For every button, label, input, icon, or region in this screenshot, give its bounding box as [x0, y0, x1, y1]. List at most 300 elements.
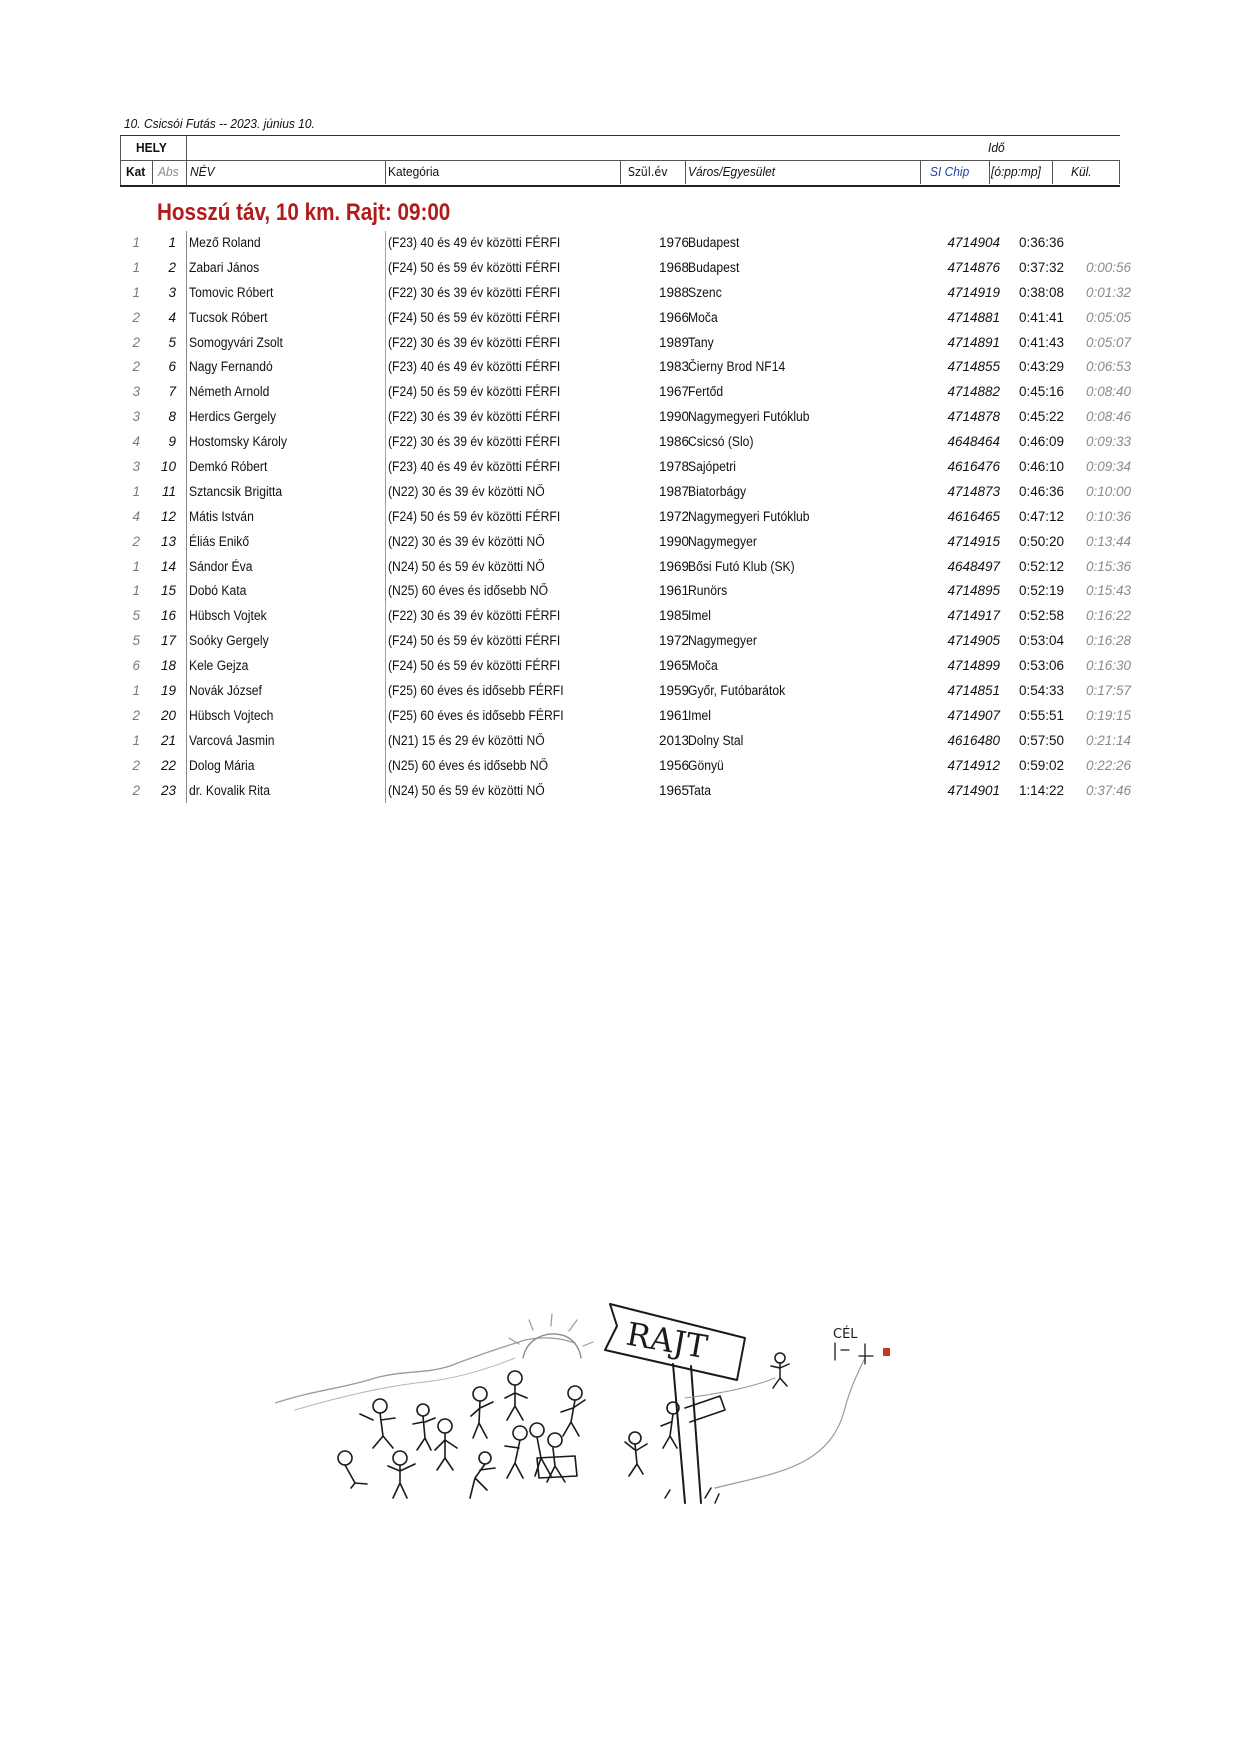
finish-time: 0:46:09 [1018, 434, 1064, 450]
header-border-name [385, 160, 386, 184]
city-club: Dolny Stal [688, 732, 744, 748]
finish-time: 0:45:16 [1018, 384, 1064, 400]
finish-time: 0:54:33 [1018, 683, 1064, 699]
birth-year: 1987 [658, 483, 689, 499]
time-difference: 0:06:53 [1085, 359, 1131, 375]
time-difference: 0:17:57 [1085, 683, 1131, 699]
category-separator [385, 530, 386, 555]
category-separator [385, 604, 386, 629]
finish-time: 0:36:36 [1018, 235, 1064, 250]
si-chip-number: 4648464 [947, 434, 1000, 450]
column-separator [186, 480, 187, 505]
column-separator [186, 355, 187, 380]
category-separator [385, 380, 386, 405]
city-club: Imel [688, 707, 711, 723]
header-border-chip [989, 160, 990, 184]
si-chip-number: 4714912 [947, 757, 1000, 773]
runner-category: (N24) 50 és 59 év közötti NŐ [388, 558, 545, 574]
place-in-category: 2 [132, 757, 140, 773]
column-separator [186, 754, 187, 779]
table-row [120, 281, 1131, 306]
birth-year: 1988 [658, 284, 689, 300]
table-row [120, 729, 1131, 754]
category-separator [385, 729, 386, 754]
category-separator [385, 654, 386, 679]
runner-category: (F22) 30 és 39 év közötti FÉRFI [388, 334, 561, 350]
finish-figures [835, 1343, 873, 1364]
overall-place: 6 [168, 359, 176, 375]
header-border-left [120, 136, 121, 185]
column-separator [186, 380, 187, 405]
overall-place: 21 [160, 732, 176, 748]
birth-year: 1989 [658, 334, 689, 350]
header-border-right [1119, 160, 1120, 184]
runner-name: Herdics Gergely [189, 409, 277, 425]
si-chip-number: 4714904 [947, 235, 1000, 250]
overall-place: 10 [160, 459, 176, 475]
runner-name: Éliás Enikő [189, 533, 250, 549]
finish-time: 0:45:22 [1018, 409, 1064, 425]
table-row [120, 480, 1131, 505]
table-row [120, 331, 1131, 356]
overall-place: 3 [168, 284, 176, 300]
birth-year: 1961 [658, 583, 689, 599]
column-separator [186, 505, 187, 530]
column-separator [186, 555, 187, 580]
signpost-text: RAJT [623, 1314, 711, 1367]
overall-place: 13 [160, 533, 176, 549]
table-row [120, 629, 1131, 654]
place-in-category: 5 [132, 608, 140, 624]
city-club: Imel [688, 608, 711, 624]
birth-year: 1990 [658, 409, 689, 425]
hills-line-2 [295, 1358, 515, 1410]
finish-time: 0:50:20 [1018, 533, 1064, 549]
finish-time: 0:52:58 [1018, 608, 1064, 624]
column-separator [186, 256, 187, 281]
city-club: Csicsó (Slo) [688, 434, 754, 450]
birth-year: 1990 [658, 533, 689, 549]
overall-place: 20 [160, 707, 176, 723]
header-border-hely [186, 136, 187, 185]
birth-year: 1969 [658, 558, 689, 574]
runner-category: (F24) 50 és 59 év közötti FÉRFI [388, 309, 561, 325]
header-idoformat: [ó:pp:mp] [991, 164, 1041, 179]
birth-year: 1965 [658, 658, 689, 674]
header-border-city [920, 160, 921, 184]
place-in-category: 2 [132, 334, 140, 350]
birth-year: 1976 [658, 235, 689, 250]
time-difference: 0:09:34 [1085, 459, 1131, 475]
place-in-category: 1 [132, 235, 140, 250]
runner-name: Hostomsky Károly [189, 434, 287, 450]
birth-year: 1972 [658, 508, 689, 524]
column-separator [186, 430, 187, 455]
column-separator [186, 579, 187, 604]
finish-time: 0:46:36 [1018, 483, 1064, 499]
si-chip-number: 4714882 [947, 384, 1000, 400]
place-in-category: 5 [132, 633, 140, 649]
city-club: Sajópetri [688, 459, 736, 475]
place-in-category: 3 [132, 459, 140, 475]
overall-place: 19 [160, 683, 176, 699]
runner-category: (F22) 30 és 39 év közötti FÉRFI [388, 434, 561, 450]
si-chip-number: 4714876 [947, 259, 1000, 275]
time-difference: 0:05:05 [1085, 309, 1131, 325]
city-club: Moča [688, 309, 718, 325]
crowd-figures [338, 1371, 679, 1498]
header-nev: NÉV [190, 164, 215, 179]
finish-time: 0:43:29 [1018, 359, 1064, 375]
runner-name: Soóky Gergely [189, 633, 269, 649]
place-in-category: 1 [132, 259, 140, 275]
city-club: Győr, Futóbarátok [688, 683, 786, 699]
time-difference: 0:10:36 [1085, 508, 1131, 524]
event-caption: 10. Csicsói Futás -- 2023. június 10. [124, 116, 315, 131]
header-kul: Kül. [1071, 164, 1092, 179]
runner-category: (F23) 40 és 49 év közötti FÉRFI [388, 359, 561, 375]
place-in-category: 1 [132, 683, 140, 699]
time-difference: 0:10:00 [1085, 483, 1131, 499]
runner-name: Hübsch Vojtech [189, 707, 274, 723]
flag-icon [883, 1348, 890, 1356]
overall-place: 1 [168, 235, 176, 250]
runner-name: Dobó Kata [189, 583, 247, 599]
finish-time: 0:41:41 [1018, 309, 1064, 325]
finish-time: 0:59:02 [1018, 757, 1064, 773]
city-club: Biatorbágy [688, 483, 747, 499]
category-separator [385, 306, 386, 331]
si-chip-number: 4714917 [947, 608, 1000, 624]
column-separator [186, 629, 187, 654]
runner-name: Dolog Mária [189, 757, 255, 773]
birth-year: 1985 [658, 608, 689, 624]
runner-category: (N25) 60 éves és idősebb NŐ [388, 583, 549, 599]
birth-year: 1967 [658, 384, 689, 400]
results-table-header [120, 135, 1120, 187]
category-separator [385, 505, 386, 530]
runner-category: (F24) 50 és 59 év közötti FÉRFI [388, 508, 561, 524]
place-in-category: 4 [132, 434, 140, 450]
si-chip-number: 4616480 [947, 732, 1000, 748]
header-border-year [685, 160, 686, 184]
birth-year: 1961 [658, 707, 689, 723]
table-row [120, 704, 1131, 729]
runner-category: (F22) 30 és 39 év közötti FÉRFI [388, 284, 561, 300]
time-difference: 0:37:46 [1085, 782, 1131, 798]
table-row [120, 405, 1131, 430]
overall-place: 5 [168, 334, 176, 350]
place-in-category: 1 [132, 732, 140, 748]
runner-category: (N25) 60 éves és idősebb NŐ [388, 757, 549, 773]
category-separator [385, 231, 386, 256]
overall-place: 14 [160, 558, 176, 574]
finish-time: 0:38:08 [1018, 284, 1064, 300]
runner-name: Varcová Jasmin [189, 732, 275, 748]
si-chip-number: 4714855 [947, 359, 1000, 375]
time-difference: 0:19:15 [1085, 707, 1131, 723]
city-club: Gönyü [688, 757, 724, 773]
birth-year: 1966 [658, 309, 689, 325]
category-separator [385, 679, 386, 704]
time-difference: 0:16:22 [1085, 608, 1131, 624]
section-title: Hosszú táv, 10 km. Rajt: 09:00 [157, 199, 451, 226]
city-club: Tany [688, 334, 714, 350]
overall-place: 7 [168, 384, 176, 400]
overall-place: 23 [160, 782, 176, 798]
birth-year: 1965 [658, 782, 689, 798]
time-difference: 0:21:14 [1085, 732, 1131, 748]
table-row [120, 306, 1131, 331]
header-sichip: SI Chip [930, 164, 970, 179]
category-separator [385, 754, 386, 779]
signpost-arm [685, 1396, 725, 1422]
birth-year: 1968 [658, 259, 689, 275]
header-varos: Város/Egyesület [688, 164, 776, 179]
city-club: Fertőd [688, 384, 724, 400]
si-chip-number: 4616476 [947, 459, 1000, 475]
category-separator [385, 579, 386, 604]
finish-time: 0:57:50 [1018, 732, 1064, 748]
category-separator [385, 480, 386, 505]
si-chip-number: 4714895 [947, 583, 1000, 599]
table-row [120, 355, 1131, 380]
place-in-category: 2 [132, 359, 140, 375]
finish-time: 0:53:04 [1018, 633, 1064, 649]
time-difference: 0:15:36 [1085, 558, 1131, 574]
column-separator [186, 405, 187, 430]
finish-time: 0:52:12 [1018, 558, 1064, 574]
runner-name: Somogyvári Zsolt [189, 334, 283, 350]
table-row [120, 654, 1131, 679]
city-club: Nagymegyeri Futóklub [688, 409, 810, 425]
results-list [120, 231, 1131, 803]
overall-place: 9 [168, 434, 176, 450]
place-in-category: 2 [132, 707, 140, 723]
header-abs: Abs [158, 164, 179, 179]
birth-year: 1978 [658, 459, 689, 475]
runner-name: Mező Roland [189, 235, 261, 250]
place-in-category: 2 [132, 533, 140, 549]
column-separator [186, 455, 187, 480]
si-chip-number: 4616465 [947, 508, 1000, 524]
si-chip-number: 4714851 [947, 683, 1000, 699]
si-chip-number: 4648497 [947, 558, 1000, 574]
runner-category: (F24) 50 és 59 év közötti FÉRFI [388, 633, 561, 649]
overall-place: 17 [160, 633, 176, 649]
birth-year: 1983 [658, 359, 689, 375]
table-row [120, 555, 1131, 580]
si-chip-number: 4714901 [947, 782, 1000, 798]
category-separator [385, 629, 386, 654]
time-difference: 0:08:46 [1085, 409, 1131, 425]
city-club: Nagymegyer [688, 633, 757, 649]
birth-year: 1986 [658, 434, 689, 450]
finish-time: 1:14:22 [1018, 782, 1064, 798]
runner-name: Németh Arnold [189, 384, 270, 400]
category-separator [385, 281, 386, 306]
place-in-category: 4 [132, 508, 140, 524]
category-separator [385, 355, 386, 380]
runner-category: (N24) 50 és 59 év közötti NŐ [388, 782, 545, 798]
start-line-illustration [275, 1298, 910, 1530]
runner-category: (F23) 40 és 49 év közötti FÉRFI [388, 459, 561, 475]
si-chip-number: 4714919 [947, 284, 1000, 300]
table-row [120, 754, 1131, 779]
column-separator [186, 530, 187, 555]
place-in-category: 1 [132, 558, 140, 574]
overall-place: 18 [160, 658, 176, 674]
runner-name: dr. Kovalik Rita [189, 782, 271, 798]
column-separator [186, 604, 187, 629]
si-chip-number: 4714915 [947, 533, 1000, 549]
place-in-category: 3 [132, 384, 140, 400]
overall-place: 15 [160, 583, 176, 599]
category-separator [385, 256, 386, 281]
header-border-abs [152, 160, 153, 184]
finish-time: 0:37:32 [1018, 259, 1064, 275]
city-club: Budapest [688, 259, 740, 275]
table-row [120, 256, 1131, 281]
category-separator [385, 555, 386, 580]
column-separator [186, 729, 187, 754]
runner-name: Demkó Róbert [189, 459, 268, 475]
place-in-category: 2 [132, 782, 140, 798]
birth-year: 1972 [658, 633, 689, 649]
table-row [120, 779, 1131, 804]
runner-name: Sztancsik Brigitta [189, 483, 283, 499]
runner-category: (F24) 50 és 59 év közötti FÉRFI [388, 259, 561, 275]
runner-name: Nagy Fernandó [189, 359, 273, 375]
finish-text: CÉL [833, 1327, 858, 1342]
runner-figure [771, 1353, 789, 1388]
header-ido: Idő [988, 140, 1005, 155]
category-separator [385, 455, 386, 480]
runner-category: (N21) 15 és 29 év közötti NŐ [388, 732, 545, 748]
time-difference: 0:01:32 [1085, 284, 1131, 300]
place-in-category: 3 [132, 409, 140, 425]
city-club: Budapest [688, 235, 740, 250]
runner-name: Novák József [189, 683, 262, 699]
column-separator [186, 231, 187, 256]
birth-year: 1959 [658, 683, 689, 699]
table-row [120, 380, 1131, 405]
overall-place: 12 [160, 508, 176, 524]
time-difference: 0:13:44 [1085, 533, 1131, 549]
finish-time: 0:55:51 [1018, 707, 1064, 723]
overall-place: 16 [160, 608, 176, 624]
table-row [120, 679, 1131, 704]
place-in-category: 1 [132, 284, 140, 300]
city-club: Szenc [688, 284, 722, 300]
runner-name: Kele Gejza [189, 658, 249, 674]
time-difference: 0:16:30 [1085, 658, 1131, 674]
overall-place: 22 [160, 757, 176, 773]
city-club: Tata [688, 782, 711, 798]
birth-year: 1956 [658, 757, 689, 773]
sun-icon [523, 1334, 581, 1358]
city-club: Nagymegyeri Futóklub [688, 508, 810, 524]
column-separator [186, 306, 187, 331]
column-separator [186, 281, 187, 306]
si-chip-number: 4714881 [947, 309, 1000, 325]
column-separator [186, 704, 187, 729]
category-separator [385, 430, 386, 455]
runner-name: Sándor Éva [189, 558, 253, 574]
table-row [120, 579, 1131, 604]
si-chip-number: 4714891 [947, 334, 1000, 350]
signpost-pole [673, 1364, 701, 1503]
place-in-category: 2 [132, 309, 140, 325]
time-difference: 0:15:43 [1085, 583, 1131, 599]
finish-time: 0:41:43 [1018, 334, 1064, 350]
category-separator [385, 779, 386, 804]
place-in-category: 1 [132, 483, 140, 499]
city-club: Runörs [688, 583, 728, 599]
runner-category: (F22) 30 és 39 év közötti FÉRFI [388, 409, 561, 425]
runner-name: Tucsok Róbert [189, 309, 268, 325]
runner-category: (F24) 50 és 59 év közötti FÉRFI [388, 384, 561, 400]
header-hely: HELY [136, 140, 167, 155]
finish-time: 0:46:10 [1018, 459, 1064, 475]
runner-category: (F24) 50 és 59 év közötti FÉRFI [388, 658, 561, 674]
time-difference: 0:08:40 [1085, 384, 1131, 400]
birth-year: 2013 [658, 732, 689, 748]
table-row [120, 231, 1120, 256]
time-difference: 0:00:56 [1085, 259, 1131, 275]
category-separator [385, 704, 386, 729]
city-club: Čierny Brod NF14 [688, 359, 786, 375]
runner-name: Hübsch Vojtek [189, 608, 267, 624]
header-border-time [1052, 160, 1053, 184]
finish-time: 0:53:06 [1018, 658, 1064, 674]
city-club: Nagymegyer [688, 533, 757, 549]
overall-place: 8 [168, 409, 176, 425]
column-separator [186, 779, 187, 804]
overall-place: 4 [168, 309, 176, 325]
column-separator [186, 679, 187, 704]
time-difference: 0:09:33 [1085, 434, 1131, 450]
runner-category: (F25) 60 éves és idősebb FÉRFI [388, 707, 564, 723]
table-row [120, 604, 1131, 629]
category-separator [385, 405, 386, 430]
header-kategoria: Kategória [388, 164, 440, 179]
time-difference: 0:22:26 [1085, 757, 1131, 773]
time-difference: 0:16:28 [1085, 633, 1131, 649]
table-row [120, 455, 1131, 480]
overall-place: 11 [161, 483, 176, 499]
runner-name: Mátis István [189, 508, 254, 524]
city-club: Moča [688, 658, 718, 674]
header-kat: Kat [126, 164, 146, 179]
category-separator [385, 331, 386, 356]
si-chip-number: 4714907 [947, 707, 1000, 723]
table-row [120, 505, 1131, 530]
si-chip-number: 4714899 [947, 658, 1000, 674]
runner-category: (N22) 30 és 39 év közötti NŐ [388, 533, 545, 549]
finish-time: 0:52:19 [1018, 583, 1064, 599]
runner-category: (F23) 40 és 49 év közötti FÉRFI [388, 235, 561, 250]
header-szulev: Szül.év [628, 165, 668, 179]
route-line-2 [685, 1378, 775, 1398]
column-separator [186, 331, 187, 356]
runner-category: (F25) 60 éves és idősebb FÉRFI [388, 683, 564, 699]
place-in-category: 1 [132, 583, 140, 599]
si-chip-number: 4714878 [947, 409, 1000, 425]
ground-marks [665, 1488, 719, 1503]
column-separator [186, 654, 187, 679]
runner-name: Zabari János [189, 259, 260, 275]
